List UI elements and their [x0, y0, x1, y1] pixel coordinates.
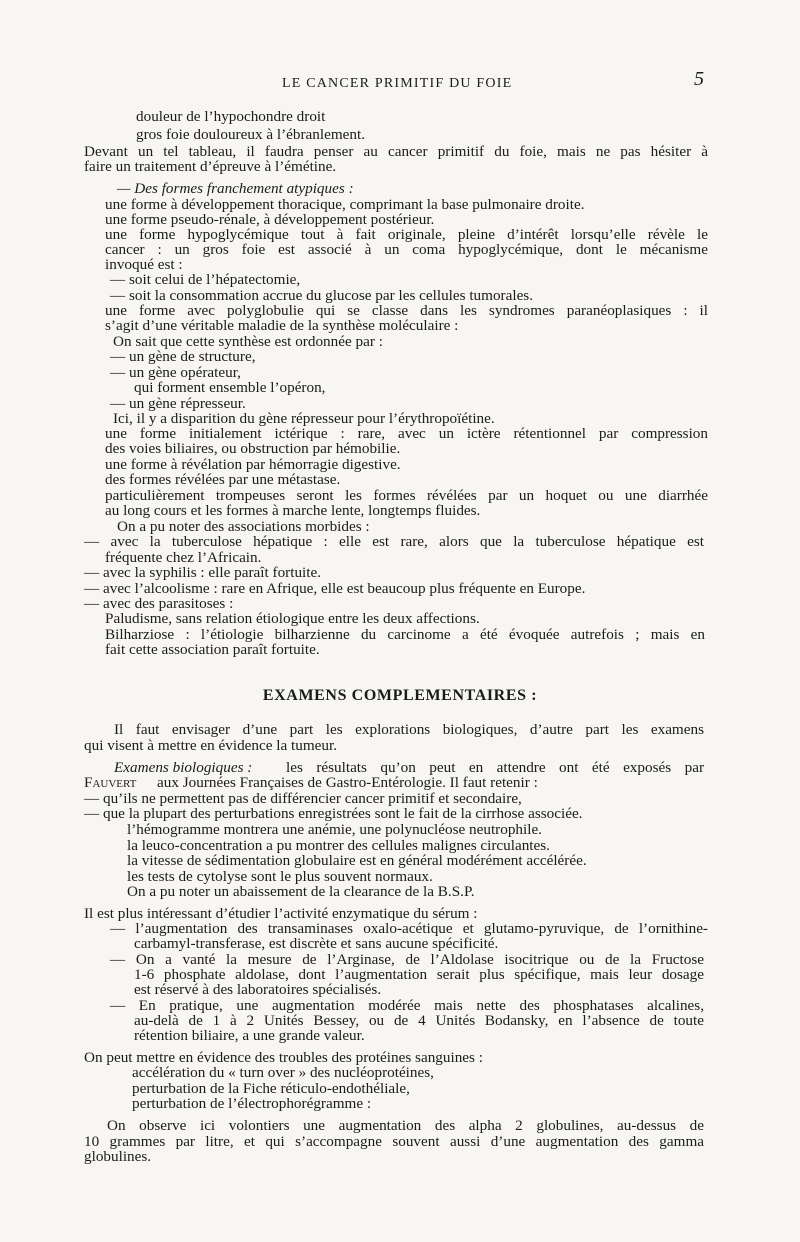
section-heading: EXAMENS COMPLEMENTAIRES :: [262, 687, 538, 704]
text-line: — un gène de structure,: [110, 348, 256, 365]
text-line: perturbation de la Fiche réticulo-endothéliale,: [132, 1080, 410, 1097]
text-line: Bilharziose : l’étiologie bilharzienne du carcinome a été évoquée autrefois ; mais en: [105, 626, 705, 643]
text-line: — Des formes franchement atypiques :: [117, 180, 354, 197]
text-line: les tests de cytolyse sont le plus souvent normaux.: [127, 868, 433, 885]
text-line: — l’augmentation des transaminases oxalo-acétique et glutamo-pyruvique, de l’ornithine-: [110, 920, 708, 937]
text-line: une forme initialement ictérique : rare, avec un ictère rétentionnel par compression: [105, 425, 708, 442]
text-line: fait cette association paraît fortuite.: [105, 641, 320, 658]
text-line: carbamyl-transferase, est discrète et sans aucune spécificité.: [134, 935, 499, 952]
text-line: les résultats qu’on peut en attendre ont été exposés par: [286, 759, 704, 776]
text-line: On observe ici volontiers une augmentation des alpha 2 globulines, au-dessus de: [107, 1117, 704, 1134]
text-line: particulièrement trompeuses seront les formes révélées par un hoquet ou une diarrhée: [105, 487, 708, 504]
text-line: l’hémogramme montrera une anémie, une polynucléose neutrophile.: [127, 821, 542, 838]
text-line: — un gène opérateur,: [110, 364, 241, 381]
text-line: perturbation de l’électrophorégramme :: [132, 1095, 372, 1112]
text-line: une forme à révélation par hémorragie digestive.: [105, 456, 401, 473]
text-line: Ici, il y a disparition du gène répresseur pour l’érythropoïétine.: [113, 410, 495, 427]
text-line: — avec la syphilis : elle paraît fortuite.: [84, 564, 322, 581]
text-line: une forme avec polyglobulie qui se classe dans les syndromes paranéoplasiques : il: [105, 302, 708, 319]
text-line: la vitesse de sédimentation globulaire est en général modérément accélérée.: [127, 852, 587, 869]
text-line: Paludisme, sans relation étiologique entre les deux affections.: [105, 610, 480, 627]
text-line: cancer : un gros foie est associé à un coma hypoglycémique, dont le mécanisme: [105, 241, 708, 258]
text-line: douleur de l’hypochondre droit: [136, 108, 326, 125]
text-line: 1-6 phosphate aldolase, dont l’augmentation serait plus spécifique, mais leur dosage: [134, 966, 704, 983]
text-line: est réservé à des laboratoires spécialisés.: [134, 981, 382, 998]
text-line: — qu’ils ne permettent pas de différencier cancer primitif et secondaire,: [84, 790, 522, 807]
text-line: On peut mettre en évidence des troubles des protéines sanguines :: [84, 1049, 483, 1066]
text-line: — soit celui de l’hépatectomie,: [110, 271, 301, 288]
text-line: au-delà de 1 à 2 Unités Bessey, ou de 4 Unités Bodansky, en l’absence de toute: [134, 1012, 704, 1029]
text-line: 10 grammes par litre, et qui s’accompagne souvent aussi d’une augmentation des gamma: [84, 1133, 704, 1150]
text-line: — On a vanté la mesure de l’Arginase, de l’Aldolase isocitrique ou de la Fructose: [110, 951, 704, 968]
text-line: la leuco-concentration a pu montrer des cellules malignes circulantes.: [127, 837, 550, 854]
text-line: fréquente chez l’Africain.: [105, 549, 262, 566]
text-line: une forme hypoglycémique tout à fait originale, pleine d’intérêt lorsqu’elle révèle le: [105, 226, 708, 243]
text-line: gros foie douloureux à l’ébranlement.: [136, 126, 365, 143]
running-title: LE CANCER PRIMITIF DU FOIE: [282, 76, 513, 91]
text-line: des voies biliaires, ou obstruction par hémobilie.: [105, 440, 401, 457]
text-line: — avec la tuberculose hépatique : elle est rare, alors que la tuberculose hépatique est: [84, 533, 704, 550]
exam-bio-label: Examens biologiques :: [114, 759, 253, 776]
text-line: Il est plus intéressant d’étudier l’activité enzymatique du sérum :: [84, 905, 478, 922]
text-line: — avec des parasitoses :: [84, 595, 234, 612]
text-line: une forme à développement thoracique, comprimant la base pulmonaire droite.: [105, 196, 585, 213]
text-line: s’agit d’une véritable maladie de la synthèse moléculaire :: [105, 317, 459, 334]
text-line: On a pu noter des associations morbides :: [117, 518, 370, 535]
text-line: — un gène répresseur.: [110, 395, 246, 412]
text-line: Il faut envisager d’une part les explorations biologiques, d’autre part les examens: [114, 721, 704, 738]
text-line: une forme pseudo-rénale, à développement postérieur.: [105, 211, 435, 228]
text-line: des formes révélées par une métastase.: [105, 471, 341, 488]
text-line: globulines.: [84, 1148, 152, 1165]
text-line: On a pu noter un abaissement de la clearance de la B.S.P.: [127, 883, 475, 900]
text-line: faire un traitement d’épreuve à l’émétine.: [84, 158, 337, 175]
text-line: au long cours et les formes à marche lente, longtemps fluides.: [105, 502, 481, 519]
author-name: Fauvert: [84, 774, 137, 791]
text-line: Devant un tel tableau, il faudra penser au cancer primitif du foie, mais ne pas hésiter à: [84, 143, 708, 160]
text-line: On sait que cette synthèse est ordonnée par :: [113, 333, 383, 350]
text-line: aux Journées Françaises de Gastro-Entérologie. Il faut retenir :: [157, 774, 538, 791]
text-line: qui forment ensemble l’opéron,: [134, 379, 326, 396]
page-number: 5: [694, 68, 704, 90]
text-line: — avec l’alcoolisme : rare en Afrique, elle est beaucoup plus fréquente en Europe.: [84, 580, 586, 597]
text-line: rétention biliaire, a une grande valeur.: [134, 1027, 365, 1044]
text-line: — que la plupart des perturbations enregistrées sont le fait de la cirrhose associée.: [84, 805, 583, 822]
text-line: — En pratique, une augmentation modérée mais nette des phosphatases alcalines,: [110, 997, 704, 1014]
text-line: accélération du « turn over » des nucléoprotéines,: [132, 1064, 434, 1081]
text-line: qui visent à mettre en évidence la tumeur.: [84, 737, 338, 754]
text-line: invoqué est :: [105, 256, 183, 273]
text-line: — soit la consommation accrue du glucose par les cellules tumorales.: [110, 287, 534, 304]
